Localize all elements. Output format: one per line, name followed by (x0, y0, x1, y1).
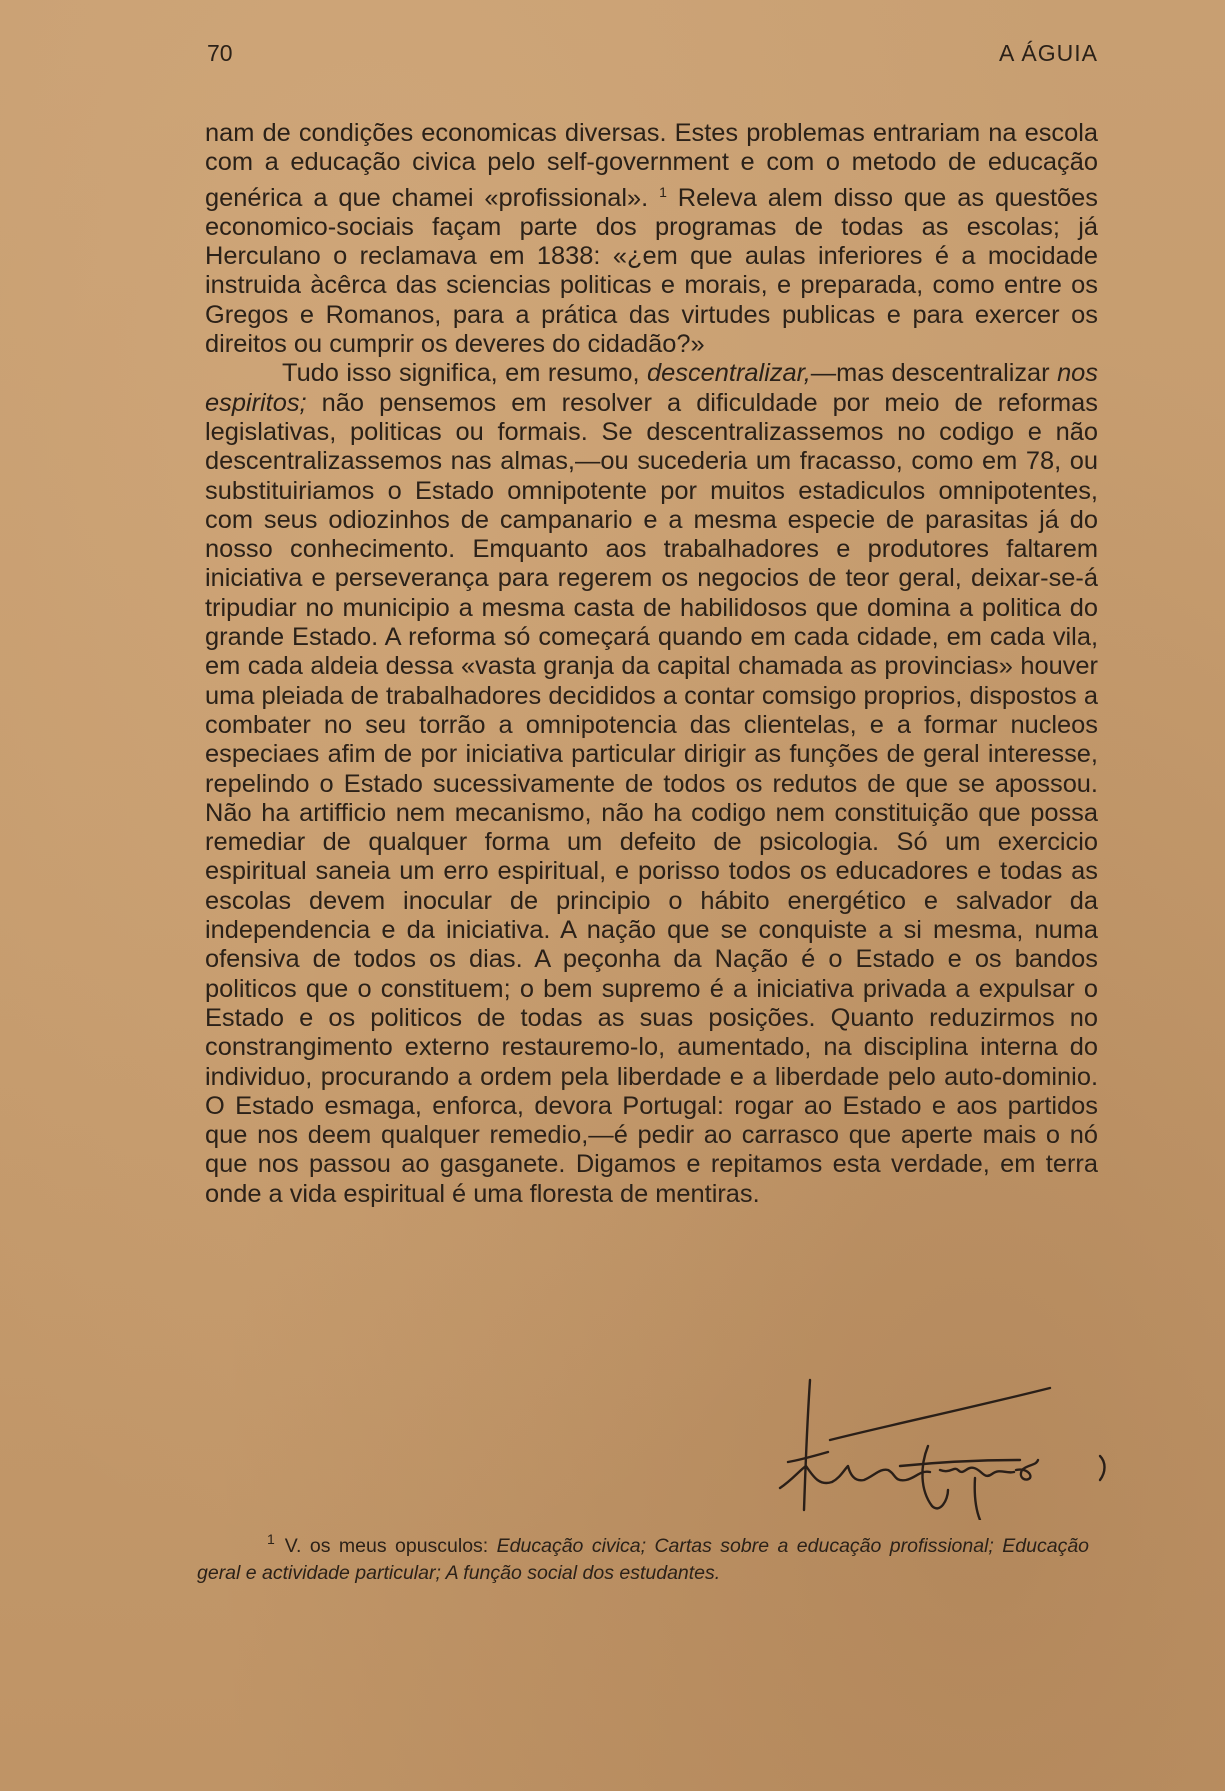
text-run: —mas descentralizar (810, 359, 1058, 388)
body-text (205, 119, 1098, 1209)
page-number: 70 (207, 40, 233, 66)
paragraph (205, 119, 1098, 359)
italic-term: descentralizar, (647, 359, 811, 388)
footnote-lead: V. os meus opusculos: (284, 1535, 497, 1557)
footnote (197, 1533, 1089, 1586)
text-run: não pensemos em resolver a dificuldade por meio de reformas legislativas, politicas ou formais. Se descentralizassemos no codigo e não descentralizassemos nas almas,—ou sucederia um fracasso, como em 78, ou substituiriamos o Estado omnipotente por muitos estadiculos omnipotentes, com seus odiozinhos de campanario e a mesma especie de parasitas já do nosso conhecimento. Emquanto aos trabalhadores e produtores faltarem iniciativa e perseverança para regerem os negocios de teor geral, deixar-se-á tripudiar no municipio a mesma casta de habilidosos que domina a politica do grande Estado. A reforma só começará quando em cada cidade, em cada vila, em cada aldeia dessa «vasta granja da capital chamada as provincias» houver uma pleiada de trabalhadores decididos a contar comsigo proprios, dispostos a combater no seu torrão a omnipotencia das clientelas, e a formar nucleos especiaes afim de por iniciativa particular dirigir as funções de geral interesse, repelindo o Estado sucessivamente de todos os redutos de que se apossou. Não ha artifficio nem mecanismo, não ha codigo nem constituição que possa remediar de qualquer forma um defeito de psicologia. Só um exercicio espiritual saneia um erro espiritual, e porisso todos os educadores e todas as escolas devem inocular de principio o hábito energético e salvador da independencia e da iniciativa. A nação que se conquiste a si mesma, numa ofensiva de todos os dias. A peçonha da Nação é o Estado e os bandos politicos que o constituem; o bem supremo é a iniciativa privada a expulsar o Estado e os politicos de todas as suas posições. Quanto reduzirmos no constrangimento externo restauremo-lo, aumentado, na disciplina interna do individuo, procurando a ordem pela liberdade e a liberdade pelo auto-dominio. O Estado esmaga, enforca, devora Portugal: rogar ao Estado e aos partidos que nos deem qualquer remedio,—é pedir ao carrasco que aperte mais o nó que nos passou ao gasganete. Digamos e repitamos esta verdade, em terra onde a vida espiritual é uma floresta de mentiras. (205, 388, 1098, 1208)
text-run: Releva alem disso que as questões economico-sociais façam parte dos programas de todas as escolas; já Herculano o reclamava em 1838: «¿em que aulas inferiores é a mocidade instruida àcêrca das sciencias politicas e morais, e preparada, como entre os Gregos e Romanos, para a prática das virtudes publicas e para exercer os direitos ou cumprir os deveres do cidadão?» (205, 183, 1098, 359)
page-header (207, 40, 1098, 74)
italic-term: nos espiritos; (205, 359, 1098, 417)
text-run: Tudo isso significa, em resumo, (282, 359, 648, 388)
footnote-marker: 1 (267, 1531, 275, 1547)
footnote-titles: Educação civica; Cartas sobre a educação profissional; Educação geral e actividade particular; A função social dos estudantes. (197, 1535, 1090, 1584)
paragraph (205, 359, 1098, 1209)
footnote-reference: 1 (659, 183, 667, 200)
handwritten-signature (770, 1370, 1110, 1520)
running-head: A ÁGUIA (998, 40, 1098, 66)
text-run: nam de condições economicas diversas. Estes problemas entrariam na escola com a educação civica pelo self-government e com o metodo de educação genérica a que chamei «profissional». (205, 119, 1098, 212)
